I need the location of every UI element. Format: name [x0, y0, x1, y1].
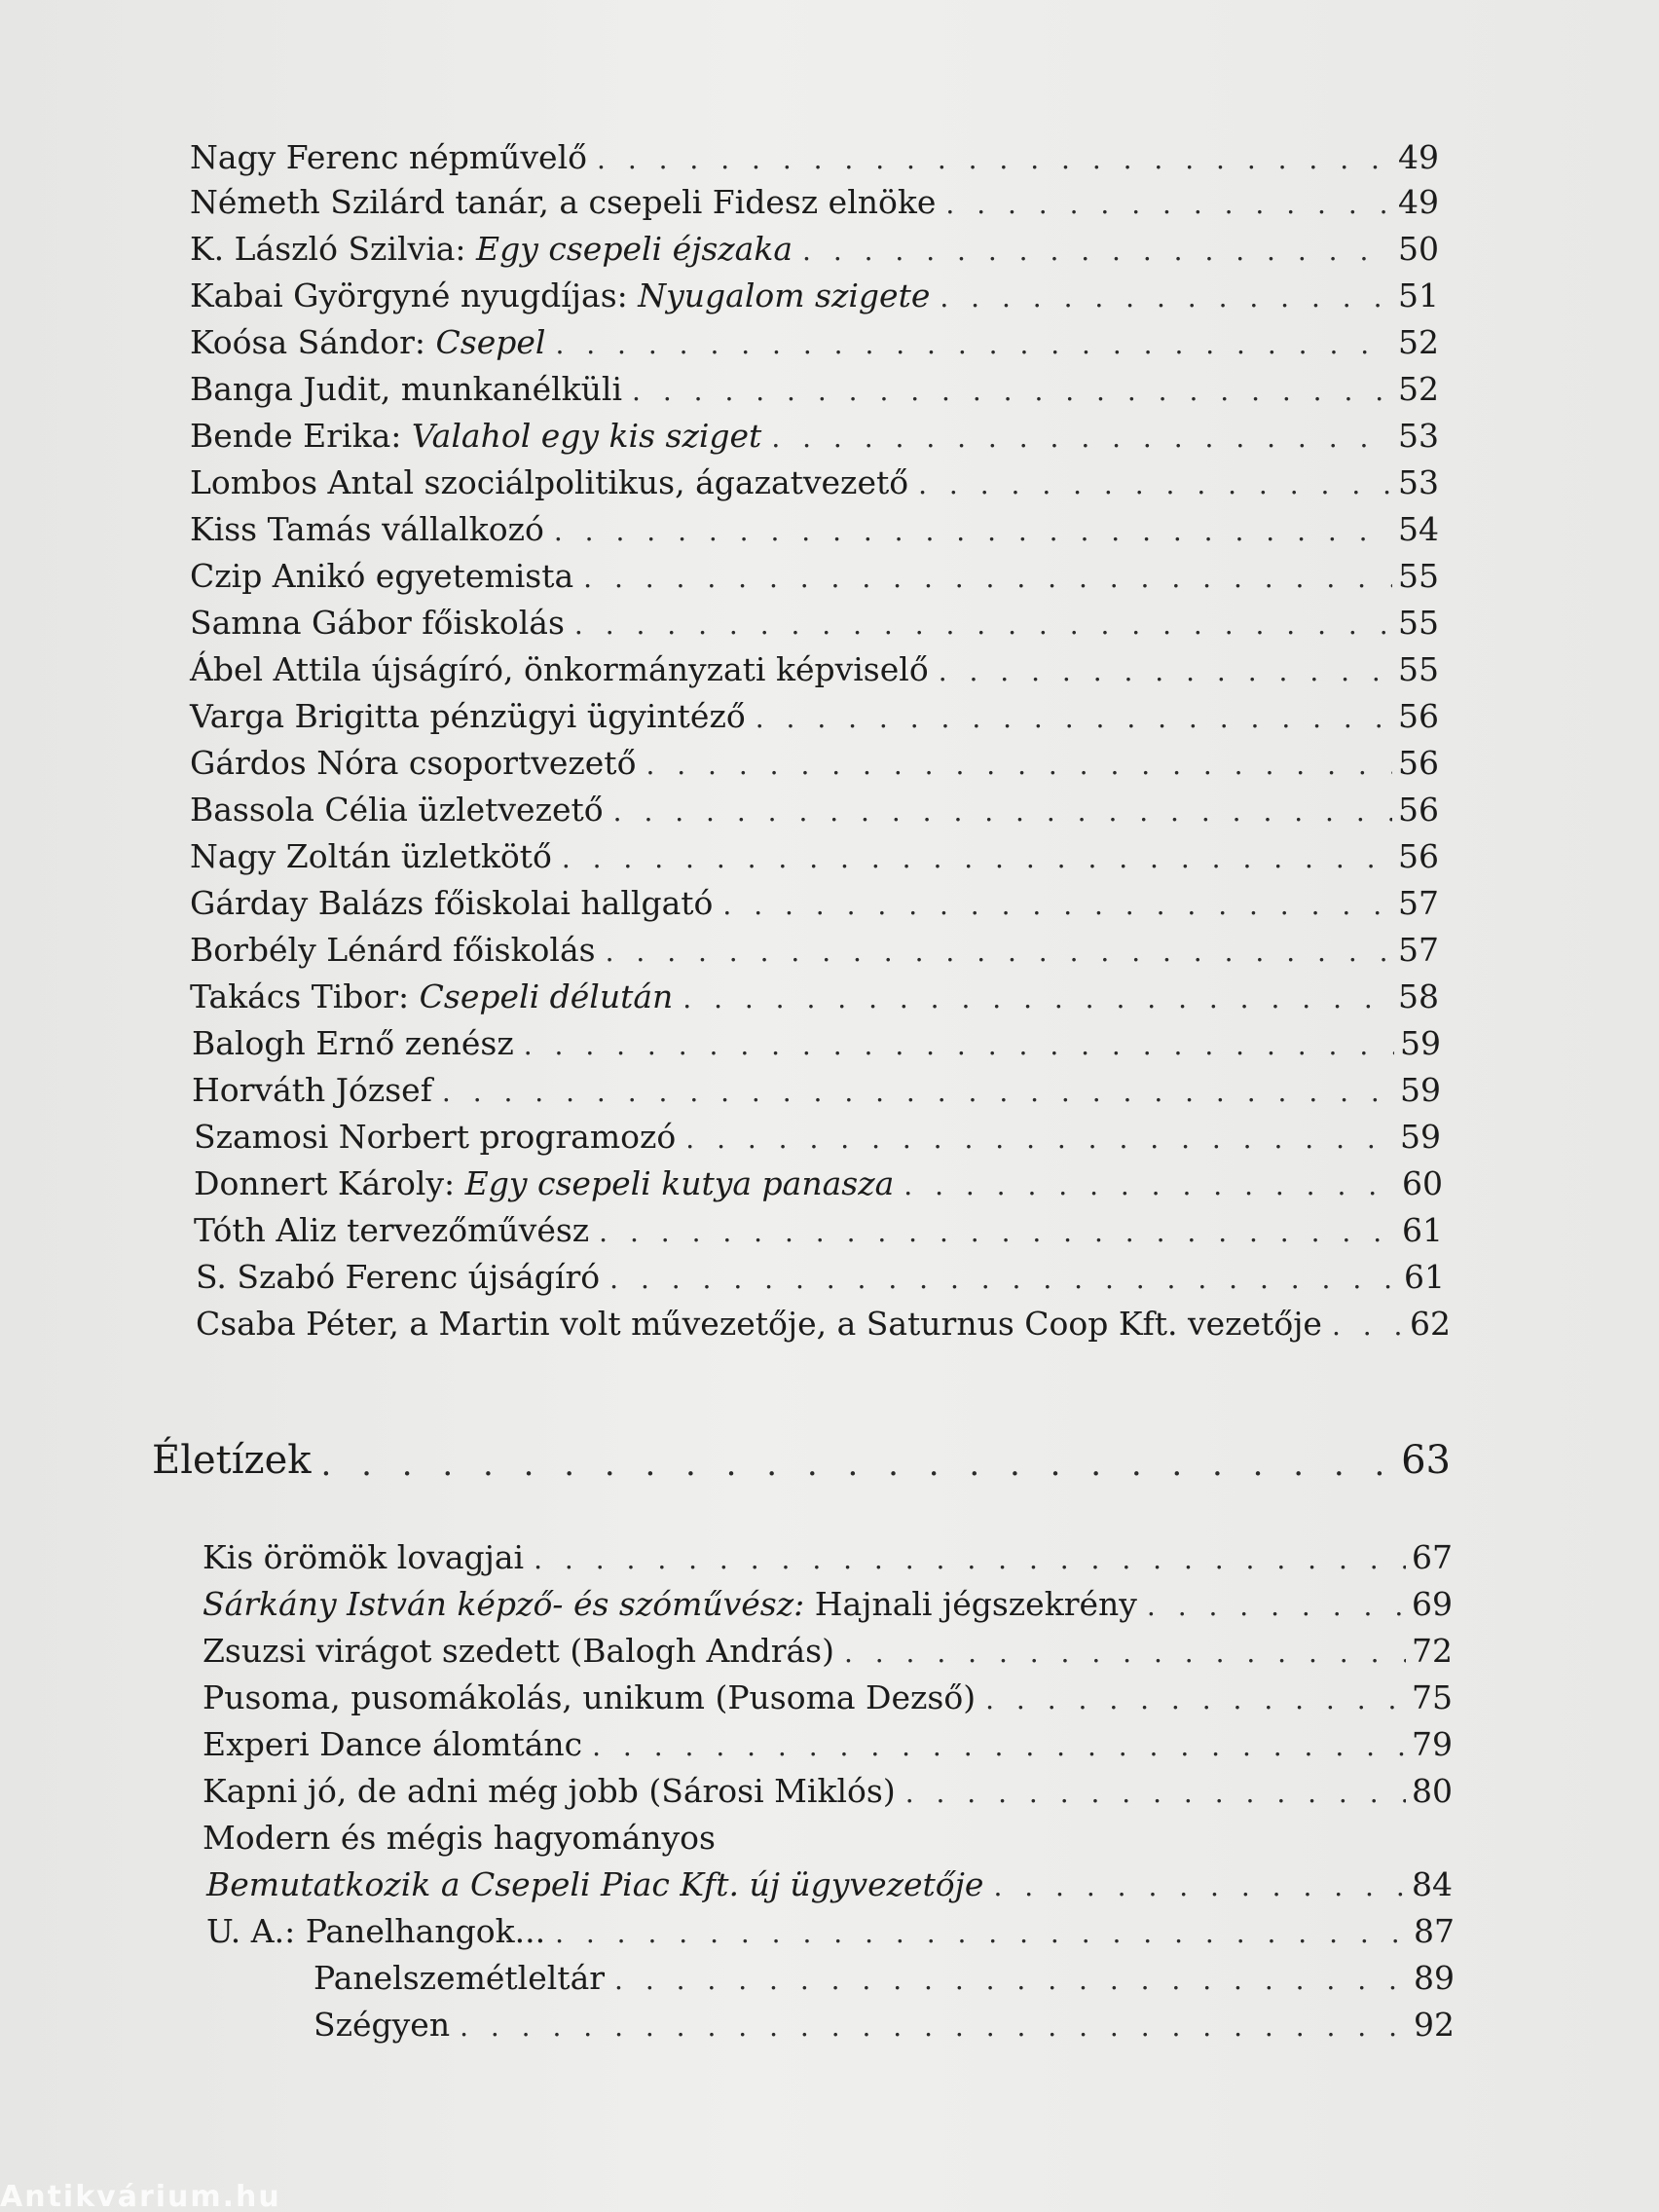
dot-leader — [592, 1727, 1406, 1766]
page-number: 56 — [1398, 837, 1439, 875]
page-number: 49 — [1398, 183, 1439, 221]
page-number: 50 — [1398, 230, 1439, 268]
toc-entry: Koósa Sándor: Csepel . . . 52 — [190, 319, 1439, 364]
toc-entry: Varga Brigitta pénzügyi ügyintéző . . . 56 — [190, 693, 1439, 738]
page-number: 49 — [1398, 138, 1439, 176]
dot-leader — [940, 278, 1392, 317]
page-number: 56 — [1398, 697, 1439, 735]
page-number: 54 — [1398, 510, 1439, 548]
page-number: 60 — [1402, 1164, 1443, 1202]
toc-entry: Modern és mégis hagyományos — [203, 1819, 716, 1857]
dot-leader — [905, 1774, 1406, 1813]
dot-leader — [632, 372, 1392, 411]
toc-entry: Németh Szilárd tanár, a csepeli Fidesz elnöke . . . 49 — [190, 179, 1439, 224]
page-number: 53 — [1398, 417, 1439, 455]
dot-leader — [771, 419, 1392, 458]
toc-entry: Balogh Ernő zenész . . . 59 — [192, 1020, 1441, 1065]
page-number: 59 — [1400, 1071, 1441, 1109]
dot-leader — [802, 232, 1392, 271]
toc-entry: Zsuzsi virágot szedett (Balogh András) . . . 72 — [203, 1628, 1453, 1673]
watermark: Antikvárium.hu — [0, 2183, 281, 2212]
page-number: 61 — [1404, 1258, 1445, 1296]
toc-entry: Gárdos Nóra csoportvezető . . . 56 — [190, 740, 1439, 785]
page-number: 79 — [1412, 1725, 1453, 1763]
toc-entry: Bassola Célia üzletvezető . . . 56 — [190, 787, 1439, 831]
page-number: 69 — [1412, 1585, 1453, 1623]
toc-entry: Tóth Aliz tervezőművész . . . 61 — [194, 1207, 1443, 1252]
page-number: 56 — [1398, 791, 1439, 829]
dot-leader — [321, 1441, 1396, 1488]
dot-leader — [945, 185, 1392, 224]
dot-leader — [609, 1260, 1398, 1299]
dot-leader — [606, 933, 1392, 972]
page-number: 63 — [1401, 1438, 1451, 1483]
toc-entry: U. A.: Panelhangok... . . . 87 — [206, 1908, 1455, 1953]
page-number: 87 — [1414, 1912, 1455, 1950]
dot-leader — [844, 1634, 1406, 1673]
dot-leader — [903, 1166, 1396, 1205]
toc-entry: Banga Judit, munkanélküli . . . 52 — [190, 366, 1439, 411]
dot-leader — [555, 1914, 1408, 1953]
dot-leader — [442, 1073, 1394, 1112]
dot-leader — [682, 979, 1392, 1018]
page-number: 57 — [1398, 931, 1439, 969]
dot-leader — [918, 465, 1392, 504]
dot-leader — [460, 2008, 1408, 2046]
toc-entry: Csaba Péter, a Martin volt művezetője, a Saturnus Coop Kft. vezetője . . . 62 — [196, 1301, 1451, 1346]
dot-leader — [645, 746, 1392, 785]
dot-leader — [524, 1026, 1394, 1065]
toc-entry: Donnert Károly: Egy csepeli kutya panasza . . . 60 — [194, 1161, 1443, 1205]
dot-leader — [939, 652, 1392, 691]
dot-leader — [599, 1213, 1396, 1252]
toc-entry: Czip Anikó egyetemista . . . 55 — [190, 553, 1439, 598]
page-number: 55 — [1398, 650, 1439, 688]
toc-entry: Kabai Györgyné nyugdíjas: Nyugalom szigete . . . 51 — [190, 273, 1439, 317]
toc-entry: Horváth József . . . 59 — [192, 1067, 1441, 1112]
dot-leader — [722, 886, 1392, 925]
toc-entry: Ábel Attila újságíró, önkormányzati képviselő . . . 55 — [190, 646, 1439, 691]
dot-leader — [554, 512, 1392, 551]
page-number: 61 — [1402, 1211, 1443, 1249]
toc-entry: K. László Szilvia: Egy csepeli éjszaka . . . 50 — [190, 226, 1439, 271]
toc-entry: Kiss Tamás vállalkozó . . . 54 — [190, 506, 1439, 551]
toc-subentry: Szégyen . . . 92 — [313, 2002, 1455, 2046]
dot-leader — [583, 559, 1392, 598]
toc-entry: Szamosi Norbert programozó . . . 59 — [194, 1114, 1441, 1159]
dot-leader — [1332, 1307, 1404, 1346]
dot-leader — [614, 1961, 1408, 2000]
page-number: 72 — [1412, 1632, 1453, 1670]
toc-entry: Lombos Antal szociálpolitikus, ágazatvezető . . . 53 — [190, 460, 1439, 504]
page-number: 92 — [1414, 2006, 1455, 2044]
toc-entry: Nagy Ferenc népművelő . . . 49 — [190, 134, 1439, 179]
dot-leader — [597, 140, 1392, 179]
page-number: 67 — [1412, 1538, 1453, 1576]
dot-leader — [993, 1867, 1406, 1906]
dot-leader — [555, 325, 1392, 364]
page-number: 59 — [1400, 1118, 1441, 1156]
page-number: 55 — [1398, 557, 1439, 595]
dot-leader — [985, 1680, 1406, 1719]
toc-entry: Borbély Lénárd főiskolás . . . 57 — [190, 927, 1439, 972]
toc-entry: Samna Gábor főiskolás . . . 55 — [190, 600, 1439, 645]
page-number: 52 — [1398, 370, 1439, 408]
page-number: 59 — [1400, 1024, 1441, 1062]
page-number: 84 — [1412, 1865, 1453, 1903]
toc-entry: Bende Erika: Valahol egy kis sziget . . . 53 — [190, 413, 1439, 458]
toc-subentry: Panelszemétleltár . . . 89 — [313, 1955, 1455, 2000]
page-number: 80 — [1412, 1772, 1453, 1810]
page-number: 52 — [1398, 323, 1439, 361]
toc-entry: Pusoma, pusomákolás, unikum (Pusoma Dezső) . . . 75 — [203, 1675, 1453, 1719]
page-number: 53 — [1398, 463, 1439, 501]
page-number: 55 — [1398, 604, 1439, 642]
dot-leader — [1147, 1587, 1406, 1626]
section-heading: Életízek . . . 63 — [152, 1431, 1451, 1488]
toc-entry: Kis örömök lovagjai . . . 67 — [203, 1534, 1453, 1579]
toc-entry: Sárkány István képző- és szóművész: Hajnali jégszekrény . . . 69 — [203, 1581, 1453, 1626]
page-number: 51 — [1398, 276, 1439, 314]
toc-entry: Bemutatkozik a Csepeli Piac Kft. új ügyvezetője . . . 84 — [206, 1862, 1453, 1906]
dot-leader — [562, 839, 1392, 878]
dot-leader — [756, 699, 1392, 738]
page-number: 89 — [1414, 1959, 1455, 1997]
toc-entry: Kapni jó, de adni még jobb (Sárosi Miklós) . . . 80 — [203, 1768, 1453, 1813]
dot-leader — [685, 1120, 1394, 1159]
toc-entry: Nagy Zoltán üzletkötő . . . 56 — [190, 833, 1439, 878]
dot-leader — [534, 1540, 1406, 1579]
toc-entry: Takács Tibor: Csepeli délután . . . 58 — [190, 974, 1439, 1018]
toc-entry: Gárday Balázs főiskolai hallgató . . . 57 — [190, 880, 1439, 925]
page-number: 56 — [1398, 744, 1439, 782]
page-number: 75 — [1412, 1678, 1453, 1716]
toc-entry: S. Szabó Ferenc újságíró . . . 61 — [196, 1254, 1445, 1299]
toc-entry: Experi Dance álomtánc . . . 79 — [203, 1721, 1453, 1766]
page-number: 58 — [1398, 977, 1439, 1015]
dot-leader — [613, 793, 1392, 831]
page-number: 62 — [1410, 1305, 1451, 1343]
page-number: 57 — [1398, 884, 1439, 922]
dot-leader — [574, 606, 1392, 645]
